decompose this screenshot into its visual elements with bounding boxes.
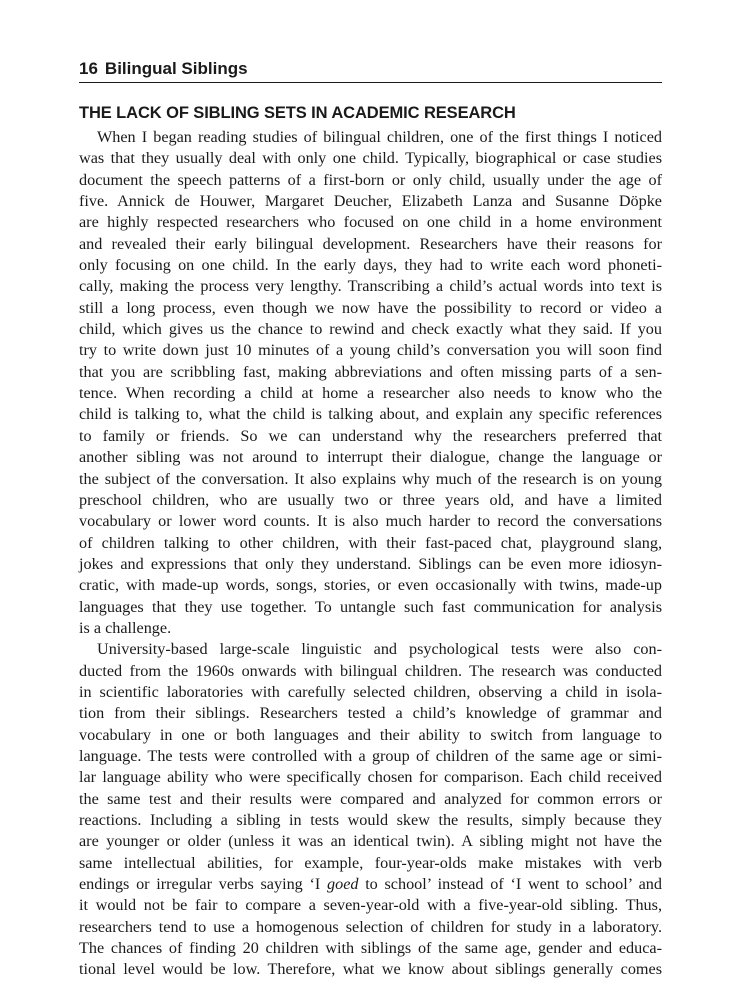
- text-line: University-based large-scale linguistic and psychological tests were also con-: [97, 640, 662, 659]
- text-line: of children talking to other children, with their fast-paced chat, playground slang,: [79, 533, 662, 552]
- italic-word: goed: [327, 875, 359, 894]
- text-line: vocabulary or lower word counts. It is also much harder to record the conversations: [79, 512, 662, 531]
- text-line: in scientific laboratories with carefully selected children, observing a child in isola-: [79, 682, 662, 701]
- text-line: ducted from the 1960s onwards with bilingual children. The research was conducted: [79, 661, 662, 680]
- book-title: Bilingual Siblings: [104, 59, 248, 78]
- text-line: cally, making the process very lengthy. Transcribing a child’s actual words into text is: [79, 277, 662, 296]
- text-line: vocabulary in one or both languages and their ability to switch from language to: [79, 725, 662, 744]
- paragraph-1: [79, 127, 662, 639]
- text-line: same intellectual abilities, for example, four-year-olds make mistakes with verb: [79, 853, 662, 872]
- page-number: 16: [79, 59, 98, 78]
- text-line: researchers tend to use a homogenous selection of children for study in a laboratory.: [79, 917, 662, 936]
- text-line: lar language ability who were specifically chosen for comparison. Each child received: [79, 768, 662, 787]
- text-line: that you are scribbling fast, making abbreviations and often missing parts of a sen-: [79, 362, 662, 381]
- text-line: [79, 874, 662, 895]
- text-line: document the speech patterns of a first-born or only child, usually under the age of: [79, 170, 662, 189]
- text-line: five. Annick de Houwer, Margaret Deucher, Elizabeth Lanza and Susanne Döpke: [79, 192, 662, 211]
- text-line: reactions. Including a sibling in tests would skew the results, simply because they: [79, 811, 662, 829]
- text-line: tional level would be low. Therefore, what we know about siblings generally comes: [79, 960, 662, 979]
- section-heading: THE LACK OF SIBLING SETS IN ACADEMIC RESEARCH: [79, 104, 516, 122]
- text-run: to school’ instead of ‘I went to school’ and: [358, 875, 662, 894]
- text-run: endings or irregular verbs saying ‘I: [79, 875, 327, 894]
- text-line: another sibling was not around to interrupt their dialogue, change the language or: [79, 448, 662, 467]
- text-line: it would not be fair to compare a seven-year-old with a five-year-old sibling. Thus,: [79, 896, 662, 915]
- text-line: languages that they use together. To untangle such fast communication for analysis: [79, 597, 662, 616]
- text-line: The chances of finding 20 children with siblings of the same age, gender and educa-: [79, 939, 662, 958]
- book-page: [79, 58, 662, 981]
- text-line: language. The tests were controlled with a group of children of the same age or simi-: [79, 746, 662, 765]
- text-line: the subject of the conversation. It also explains why much of the research is on young: [79, 469, 662, 488]
- body-text: [79, 127, 662, 981]
- text-line: preschool children, who are usually two or three years old, and have a limited: [79, 490, 662, 509]
- text-line: tence. When recording a child at home a researcher also needs to know who the: [79, 384, 662, 403]
- text-line: and revealed their early bilingual development. Researchers have their reasons for: [79, 234, 662, 253]
- text-line: are younger or older (unless it was an identical twin). A sibling might not have the: [79, 832, 662, 851]
- text-line: child, which gives us the chance to rewind and check exactly what they said. If you: [79, 320, 662, 339]
- text-line: When I began reading studies of bilingual children, one of the first things I noticed: [97, 128, 662, 146]
- text-line: was that they usually deal with only one child. Typically, biographical or case studies: [79, 149, 662, 168]
- text-line: still a long process, even though we now have the possibility to record or video a: [79, 298, 662, 317]
- text-line: are highly respected researchers who focused on one child in a home environment: [79, 213, 662, 232]
- text-line: jokes and expressions that only they understand. Siblings can be even more idiosyn-: [79, 554, 662, 573]
- running-head: [79, 58, 662, 83]
- text-line: the same test and their results were compared and analyzed for common errors or: [79, 789, 662, 808]
- paragraph-2: [79, 639, 662, 981]
- text-line: only focusing on one child. In the early days, they had to write each word phoneti-: [79, 256, 662, 275]
- text-line: is a challenge.: [79, 618, 172, 637]
- text-line: to family or friends. So we can understand why the researchers preferred that: [79, 426, 662, 445]
- text-line: child is talking to, what the child is talking about, and explain any specific references: [79, 405, 662, 424]
- text-line: try to write down just 10 minutes of a young child’s conversation you will soon find: [79, 341, 662, 360]
- text-line: cratic, with made-up words, songs, stories, or even occasionally with twins, made-up: [79, 576, 662, 595]
- text-line: tion from their siblings. Researchers tested a child’s knowledge of grammar and: [79, 704, 662, 723]
